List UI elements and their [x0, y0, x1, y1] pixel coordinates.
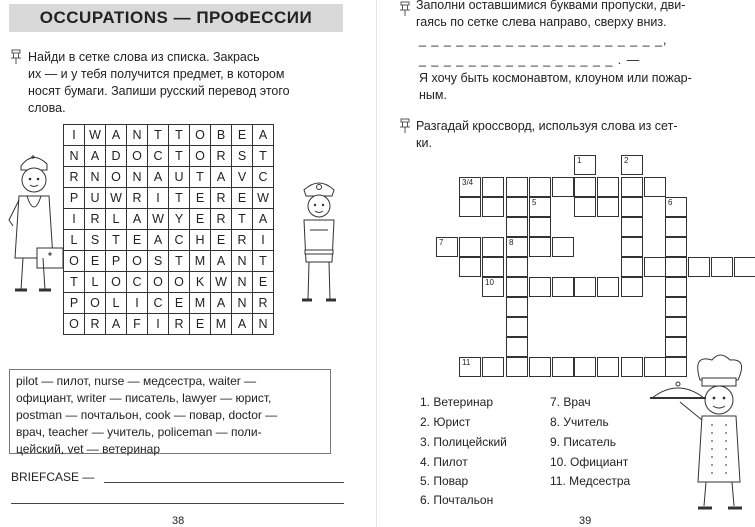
crossword-cell[interactable]: [688, 257, 710, 277]
crossword-cell[interactable]: [597, 357, 619, 377]
grid-row: [64, 209, 274, 230]
crossword-cell[interactable]: [665, 217, 687, 237]
task-line: гаясь по сетке слева направо, сверху вниз.: [416, 15, 667, 29]
grid-cell[interactable]: O: [85, 293, 106, 314]
grid-cell[interactable]: E: [85, 251, 106, 272]
page-number: 39: [579, 515, 592, 527]
grid-cell[interactable]: N: [232, 272, 253, 293]
crossword-cell[interactable]: [506, 177, 528, 197]
grid-cell[interactable]: T: [169, 188, 190, 209]
grid-cell[interactable]: W: [253, 188, 274, 209]
grid-row: [64, 146, 274, 167]
crossword-cell[interactable]: [552, 237, 574, 257]
crossword-cell[interactable]: [506, 237, 528, 257]
grid-cell[interactable]: I: [148, 188, 169, 209]
crossword-cell[interactable]: [597, 197, 619, 217]
crossword-cell[interactable]: [506, 297, 528, 317]
briefcase-label: BRIEFCASE —: [11, 470, 95, 484]
crossword-cell[interactable]: [459, 257, 481, 277]
crossword-cell[interactable]: [574, 277, 596, 297]
grid-row: [64, 167, 274, 188]
grid-cell[interactable]: N: [64, 146, 85, 167]
crossword-cell[interactable]: [482, 357, 504, 377]
grid-cell[interactable]: E: [169, 293, 190, 314]
crossword-number: 1: [577, 156, 582, 165]
grid-cell[interactable]: W: [106, 188, 127, 209]
crossword-cell[interactable]: [734, 257, 755, 277]
grid-cell[interactable]: U: [85, 188, 106, 209]
grid-cell[interactable]: T: [232, 209, 253, 230]
crossword-cell[interactable]: [552, 357, 574, 377]
grid-cell[interactable]: R: [169, 314, 190, 335]
grid-cell[interactable]: T: [169, 125, 190, 146]
grid-cell[interactable]: I: [64, 209, 85, 230]
grid-cell[interactable]: R: [253, 293, 274, 314]
clue-item: 4. Пилот: [420, 455, 468, 469]
grid-cell[interactable]: E: [190, 188, 211, 209]
grid-cell[interactable]: T: [169, 146, 190, 167]
clue-item: 8. Учитель: [550, 415, 609, 429]
crossword-cell[interactable]: [459, 177, 481, 197]
crossword-cell[interactable]: [665, 317, 687, 337]
right-page: [378, 0, 755, 527]
crossword-cell[interactable]: [621, 357, 643, 377]
task-line: слова.: [28, 101, 66, 115]
word-search-grid: [63, 124, 274, 335]
clue-item: 1. Ветеринар: [420, 395, 494, 409]
grid-cell[interactable]: A: [253, 209, 274, 230]
answer-line: [104, 482, 344, 483]
crossword-cell[interactable]: [574, 177, 596, 197]
crossword-cell[interactable]: [621, 237, 643, 257]
grid-cell[interactable]: R: [232, 230, 253, 251]
grid-cell[interactable]: A: [211, 251, 232, 272]
crossword-cell[interactable]: [529, 217, 551, 237]
crossword-cell[interactable]: [574, 357, 596, 377]
crossword-cell[interactable]: [574, 197, 596, 217]
crossword-cell[interactable]: [529, 357, 551, 377]
grid-cell[interactable]: T: [253, 251, 274, 272]
crossword-cell[interactable]: [621, 257, 643, 277]
grid-cell[interactable]: I: [253, 230, 274, 251]
task-fill-blanks: [416, 0, 755, 31]
grid-cell[interactable]: A: [127, 209, 148, 230]
grid-cell[interactable]: A: [211, 293, 232, 314]
grid-cell[interactable]: I: [127, 293, 148, 314]
crossword-cell[interactable]: [552, 177, 574, 197]
grid-cell[interactable]: R: [211, 209, 232, 230]
grid-cell[interactable]: A: [106, 314, 127, 335]
grid-row: [64, 125, 274, 146]
grid-cell[interactable]: O: [148, 272, 169, 293]
pushpin-icon: [398, 118, 412, 134]
doctor-illustration: [5, 148, 65, 300]
page-number: 38: [172, 515, 185, 527]
task-line: Заполни оставшимися буквами пропуски, дви-: [416, 0, 686, 12]
grid-cell[interactable]: D: [106, 146, 127, 167]
grid-cell[interactable]: O: [190, 125, 211, 146]
crossword-number: 10: [485, 278, 494, 287]
crossword-cell[interactable]: [482, 177, 504, 197]
grid-cell[interactable]: V: [232, 167, 253, 188]
grid-cell[interactable]: N: [232, 251, 253, 272]
clue-item: 3. Полицейский: [420, 435, 507, 449]
crossword-cell[interactable]: [665, 257, 687, 277]
grid-row: [64, 314, 274, 335]
crossword-cell[interactable]: [506, 197, 528, 217]
crossword-number: 8: [509, 238, 514, 247]
crossword-cell[interactable]: [597, 277, 619, 297]
word-list-line: врач, teacher — учитель, policeman — поли-: [16, 425, 262, 439]
answer-sentence: [419, 70, 749, 104]
clue-item: 6. Почтальон: [420, 493, 494, 507]
grid-cell[interactable]: E: [190, 314, 211, 335]
grid-cell[interactable]: M: [190, 251, 211, 272]
clue-item: 9. Писатель: [550, 435, 616, 449]
grid-cell[interactable]: L: [64, 230, 85, 251]
grid-cell[interactable]: N: [85, 167, 106, 188]
grid-cell[interactable]: E: [232, 188, 253, 209]
crossword-cell[interactable]: [665, 277, 687, 297]
crossword-cell[interactable]: [459, 197, 481, 217]
crossword-cell[interactable]: [482, 257, 504, 277]
task-line: Разгадай кроссворд, используя слова из сет-: [416, 119, 678, 133]
grid-cell[interactable]: O: [106, 167, 127, 188]
grid-cell[interactable]: W: [148, 209, 169, 230]
grid-row: [64, 293, 274, 314]
grid-row: [64, 188, 274, 209]
crossword-cell[interactable]: [506, 357, 528, 377]
word-list-line: pilot — пилот, nurse — медсестра, waiter —: [16, 374, 257, 388]
grid-cell[interactable]: F: [127, 314, 148, 335]
grid-cell[interactable]: T: [106, 230, 127, 251]
crossword-cell[interactable]: [482, 197, 504, 217]
grid-cell[interactable]: A: [85, 146, 106, 167]
grid-cell[interactable]: R: [211, 146, 232, 167]
grid-cell[interactable]: O: [127, 251, 148, 272]
word-list-line: цейский, vet — ветеринар: [16, 442, 161, 456]
clue-item: 5. Повар: [420, 474, 469, 488]
grid-cell[interactable]: N: [127, 125, 148, 146]
grid-cell[interactable]: E: [127, 230, 148, 251]
task-line: Найди в сетке слова из списка. Закрась: [28, 50, 260, 64]
crossword-cell[interactable]: [644, 257, 666, 277]
grid-cell[interactable]: A: [253, 125, 274, 146]
crossword-cell[interactable]: [621, 155, 643, 175]
grid-cell[interactable]: L: [85, 272, 106, 293]
crossword-number: 2: [624, 156, 629, 165]
grid-cell[interactable]: T: [253, 146, 274, 167]
crossword-cell[interactable]: [506, 317, 528, 337]
grid-cell[interactable]: E: [232, 125, 253, 146]
grid-cell[interactable]: H: [190, 230, 211, 251]
crossword-cell[interactable]: [621, 217, 643, 237]
grid-cell[interactable]: P: [64, 293, 85, 314]
crossword-cell[interactable]: [529, 277, 551, 297]
crossword-cell[interactable]: [644, 177, 666, 197]
grid-cell[interactable]: A: [211, 167, 232, 188]
grid-cell[interactable]: R: [211, 188, 232, 209]
grid-cell[interactable]: T: [148, 125, 169, 146]
grid-cell[interactable]: C: [148, 146, 169, 167]
word-list-box: [9, 369, 331, 454]
grid-cell[interactable]: R: [127, 188, 148, 209]
crossword-cell[interactable]: [711, 257, 733, 277]
grid-cell[interactable]: N: [127, 167, 148, 188]
clue-item: 10. Официант: [550, 455, 629, 469]
grid-row: [64, 251, 274, 272]
grid-cell[interactable]: S: [85, 230, 106, 251]
grid-cell[interactable]: B: [211, 125, 232, 146]
grid-cell[interactable]: O: [127, 146, 148, 167]
grid-cell[interactable]: R: [85, 314, 106, 335]
grid-cell[interactable]: C: [253, 167, 274, 188]
policeman-illustration: [296, 176, 342, 308]
crossword-cell[interactable]: [665, 297, 687, 317]
chef-illustration: [650, 350, 754, 514]
grid-cell[interactable]: R: [85, 209, 106, 230]
crossword-cell[interactable]: [459, 237, 481, 257]
pushpin-icon: [9, 49, 23, 65]
crossword-cell[interactable]: [597, 177, 619, 197]
crossword-cell[interactable]: [552, 277, 574, 297]
crossword-cell[interactable]: [506, 217, 528, 237]
grid-row: [64, 230, 274, 251]
grid-cell[interactable]: L: [106, 293, 127, 314]
grid-cell[interactable]: W: [85, 125, 106, 146]
word-list-line: postman — почтальон, cook — повар, doctor —: [16, 408, 278, 422]
blank-line: _ _ _ _ _ _ _ _ _ _ _ _ _ _ _ _ _ _ _ _,: [419, 33, 668, 47]
grid-cell[interactable]: W: [211, 272, 232, 293]
grid-cell[interactable]: E: [253, 272, 274, 293]
crossword-cell[interactable]: [665, 237, 687, 257]
grid-cell[interactable]: M: [211, 314, 232, 335]
grid-cell[interactable]: O: [64, 314, 85, 335]
blank-line: _ _ _ _ _ _ _ _ _ _ _ _ _ _ _ _ . —: [419, 53, 641, 67]
task-find-words: [28, 49, 346, 117]
grid-cell[interactable]: S: [148, 251, 169, 272]
grid-cell[interactable]: O: [169, 272, 190, 293]
grid-cell[interactable]: O: [106, 272, 127, 293]
task-line: носят бумаги. Запиши русский перевод этого: [28, 84, 290, 98]
crossword-cell[interactable]: [529, 197, 551, 217]
crossword-cell[interactable]: [574, 155, 596, 175]
crossword-number: 7: [439, 238, 444, 247]
grid-cell[interactable]: C: [127, 272, 148, 293]
clue-item: 7. Врач: [550, 395, 591, 409]
grid-cell[interactable]: P: [106, 251, 127, 272]
grid-cell[interactable]: T: [190, 167, 211, 188]
answer-line: [11, 503, 344, 504]
grid-cell[interactable]: N: [253, 314, 274, 335]
grid-cell[interactable]: I: [148, 314, 169, 335]
grid-cell[interactable]: N: [232, 293, 253, 314]
answer-sentence-line: ным.: [419, 88, 447, 102]
crossword-cell[interactable]: [482, 277, 504, 297]
grid-cell[interactable]: E: [190, 209, 211, 230]
grid-cell[interactable]: A: [148, 167, 169, 188]
crossword-cell[interactable]: [621, 197, 643, 217]
answer-sentence-line: Я хочу быть космонавтом, клоуном или пожар-: [419, 71, 692, 85]
grid-cell[interactable]: I: [64, 125, 85, 146]
crossword-number: 11: [462, 358, 471, 367]
grid-row: [64, 272, 274, 293]
grid-cell[interactable]: O: [64, 251, 85, 272]
grid-cell[interactable]: K: [190, 272, 211, 293]
crossword-cell[interactable]: [506, 257, 528, 277]
grid-cell[interactable]: E: [211, 230, 232, 251]
grid-cell[interactable]: O: [190, 146, 211, 167]
task-line: их — и у тебя получится предмет, в котором: [28, 67, 285, 81]
grid-cell[interactable]: S: [232, 146, 253, 167]
grid-cell[interactable]: C: [169, 230, 190, 251]
crossword-cell[interactable]: [665, 197, 687, 217]
grid-cell[interactable]: L: [106, 209, 127, 230]
grid-cell[interactable]: U: [169, 167, 190, 188]
grid-cell[interactable]: A: [148, 230, 169, 251]
grid-cell[interactable]: P: [64, 188, 85, 209]
clue-item: 11. Медсестра: [550, 474, 631, 488]
grid-cell[interactable]: T: [169, 251, 190, 272]
crossword-cell[interactable]: [482, 237, 504, 257]
crossword-cell[interactable]: [436, 237, 458, 257]
task-crossword: [416, 118, 751, 152]
grid-cell[interactable]: Y: [169, 209, 190, 230]
clue-item: 2. Юрист: [420, 415, 471, 429]
crossword-number: 6: [668, 198, 673, 207]
pushpin-icon: [398, 1, 412, 17]
crossword-cell[interactable]: [529, 237, 551, 257]
crossword-cell[interactable]: [506, 277, 528, 297]
grid-cell[interactable]: R: [64, 167, 85, 188]
crossword-cell[interactable]: [506, 337, 528, 357]
crossword-number: 5: [532, 198, 537, 207]
grid-cell[interactable]: M: [190, 293, 211, 314]
page-title: OCCUPATIONS — ПРОФЕССИИ: [9, 4, 343, 32]
grid-cell[interactable]: T: [64, 272, 85, 293]
grid-cell[interactable]: C: [148, 293, 169, 314]
crossword-cell[interactable]: [459, 357, 481, 377]
crossword-cell[interactable]: [621, 277, 643, 297]
crossword-cell[interactable]: [621, 177, 643, 197]
grid-cell[interactable]: A: [232, 314, 253, 335]
task-line: ки.: [416, 136, 432, 150]
left-page: [0, 0, 377, 527]
crossword-cell[interactable]: [529, 177, 551, 197]
word-list-line: официант, writer — писатель, lawyer — юрист,: [16, 391, 272, 405]
crossword-number: 3/4: [462, 178, 474, 187]
grid-cell[interactable]: A: [106, 125, 127, 146]
